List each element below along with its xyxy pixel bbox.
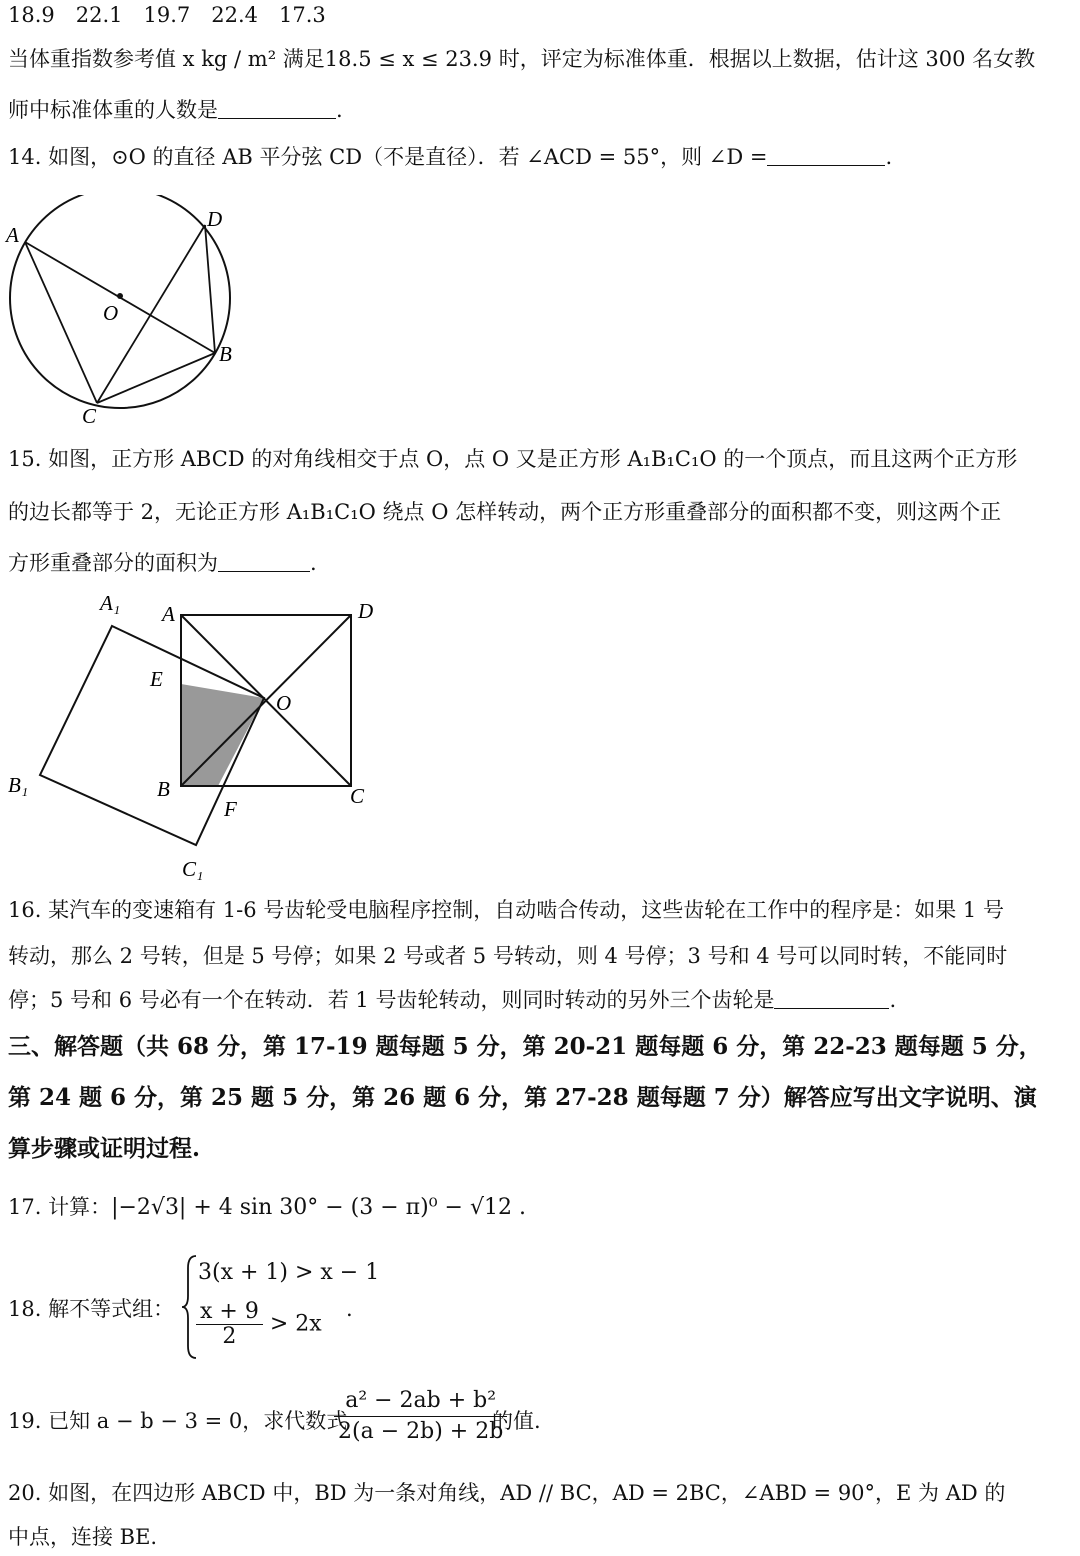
answer-blank xyxy=(767,145,885,166)
q19-fraction xyxy=(334,1386,507,1447)
q19-suffix: 的值. xyxy=(492,1409,541,1433)
q19-fraction-num: a² − 2ab + b² xyxy=(334,1386,507,1417)
q18-end: . xyxy=(346,1297,353,1321)
label-a1: A₁ xyxy=(100,591,121,615)
q19-prefix: 19. 已知 a − b − 3 = 0，求代数式 xyxy=(8,1409,348,1433)
answer-blank xyxy=(774,988,889,1009)
q18-ineq1: 3(x + 1) > x − 1 xyxy=(198,1260,380,1285)
q13-line2 xyxy=(8,95,343,125)
q15-end: . xyxy=(310,551,317,575)
q16-line2: 转动，那么 2 号转，但是 5 号停；如果 2 号或者 5 号转动，则 4 号停；3 号和 4 号可以同时转，不能同时 xyxy=(8,944,1008,968)
q14-end: . xyxy=(885,145,893,169)
label-f: F xyxy=(224,797,237,821)
label-b: B xyxy=(157,777,170,801)
label-a: A xyxy=(6,223,19,247)
q13-line1: 当体重指数参考值 x kg / m² 满足18.5 ≤ x ≤ 23.9 时，评定为标准体重．根据以上数据，估计这 300 名女教 xyxy=(8,47,1036,71)
q15-squares-figure xyxy=(0,588,400,888)
q15-line3-text: 方形重叠部分的面积为 xyxy=(8,551,218,575)
chord-cb xyxy=(97,353,215,403)
q14-text xyxy=(8,142,892,172)
label-c1: C₁ xyxy=(182,857,204,881)
label-c: C xyxy=(350,784,365,808)
q18-fraction-den: 2 xyxy=(222,1324,237,1349)
q19-fraction-den: 2(a − 2b) + 2b xyxy=(338,1419,504,1444)
q17-prefix: 17. 计算： xyxy=(8,1195,112,1219)
label-d: D xyxy=(358,599,374,623)
section3-line2: 第 24 题 6 分，第 25 题 5 分，第 26 题 6 分，第 27-28 题每题 7 分）解答应写出文字说明、演 xyxy=(8,1084,1037,1111)
center-point xyxy=(117,293,123,299)
q17-expression: |−2√3| + 4 sin 30° − (3 − π)⁰ − √12 . xyxy=(111,1195,526,1220)
q18-ineq2 xyxy=(196,1300,322,1349)
label-d: D xyxy=(207,207,223,231)
q15-line2: 的边长都等于 2，无论正方形 A₁B₁C₁O 绕点 O 怎样转动，两个正方形重叠部分的面积都不变，则这两个正 xyxy=(8,500,1002,524)
label-e: E xyxy=(150,667,163,691)
q18-prefix: 18. 解不等式组： xyxy=(8,1297,175,1321)
q15-line3 xyxy=(8,548,317,578)
q14-question: 14. 如图，⊙O 的直径 AB 平分弦 CD（不是直径）．若 ∠ACD = 55°，则 ∠D = xyxy=(8,145,768,169)
q17 xyxy=(8,1192,526,1223)
label-a: A xyxy=(162,602,175,626)
chord-db xyxy=(205,225,215,353)
q13-end: . xyxy=(336,98,343,122)
q16-line3-text: 停；5 号和 6 号必有一个在转动．若 1 号齿轮转动，则同时转动的另外三个齿轮是 xyxy=(8,988,775,1012)
q16-end: . xyxy=(889,988,897,1012)
q18-ineq2-rhs: > 2x xyxy=(269,1311,322,1337)
q18-fraction-num: x + 9 xyxy=(196,1300,263,1325)
label-b: B xyxy=(219,342,232,366)
q18-fraction xyxy=(196,1300,263,1349)
q16-line3 xyxy=(8,985,896,1015)
q15-line1: 15. 如图，正方形 ABCD 的对角线相交于点 O，点 O 又是正方形 A₁B₁C₁O 的一个顶点，而且这两个正方形 xyxy=(8,447,1018,471)
q19-fraction-body xyxy=(334,1386,507,1447)
q20-line2: 中点，连接 BE. xyxy=(8,1525,158,1549)
label-c: C xyxy=(82,404,97,428)
q14-circle-figure xyxy=(0,195,250,430)
answer-blank xyxy=(218,98,336,119)
section3-line3: 算步骤或证明过程. xyxy=(8,1135,201,1162)
q20-line1: 20. 如图，在四边形 ABCD 中，BD 为一条对角线，AD // BC，AD = 2BC，∠ABD = 90°，E 为 AD 的 xyxy=(8,1481,1006,1505)
section3-line1: 三、解答题（共 68 分，第 17-19 题每题 5 分，第 20-21 题每题 6 分，第 22-23 题每题 5 分， xyxy=(8,1033,1042,1060)
q16-line1: 16. 某汽车的变速箱有 1-6 号齿轮受电脑程序控制，自动啮合传动，这些齿轮在工作中的程序是：如果 1 号 xyxy=(8,898,1004,922)
label-b1: B₁ xyxy=(8,773,29,797)
circle-o xyxy=(10,195,230,408)
label-o: O xyxy=(276,691,292,715)
label-o: O xyxy=(103,301,119,325)
answer-blank xyxy=(218,551,310,572)
chord-ac xyxy=(25,242,97,403)
data-row: 18.9 22.1 19.7 22.4 17.3 xyxy=(8,3,326,27)
overlap-region xyxy=(181,684,264,786)
q13-line2-text: 师中标准体重的人数是 xyxy=(8,98,218,122)
